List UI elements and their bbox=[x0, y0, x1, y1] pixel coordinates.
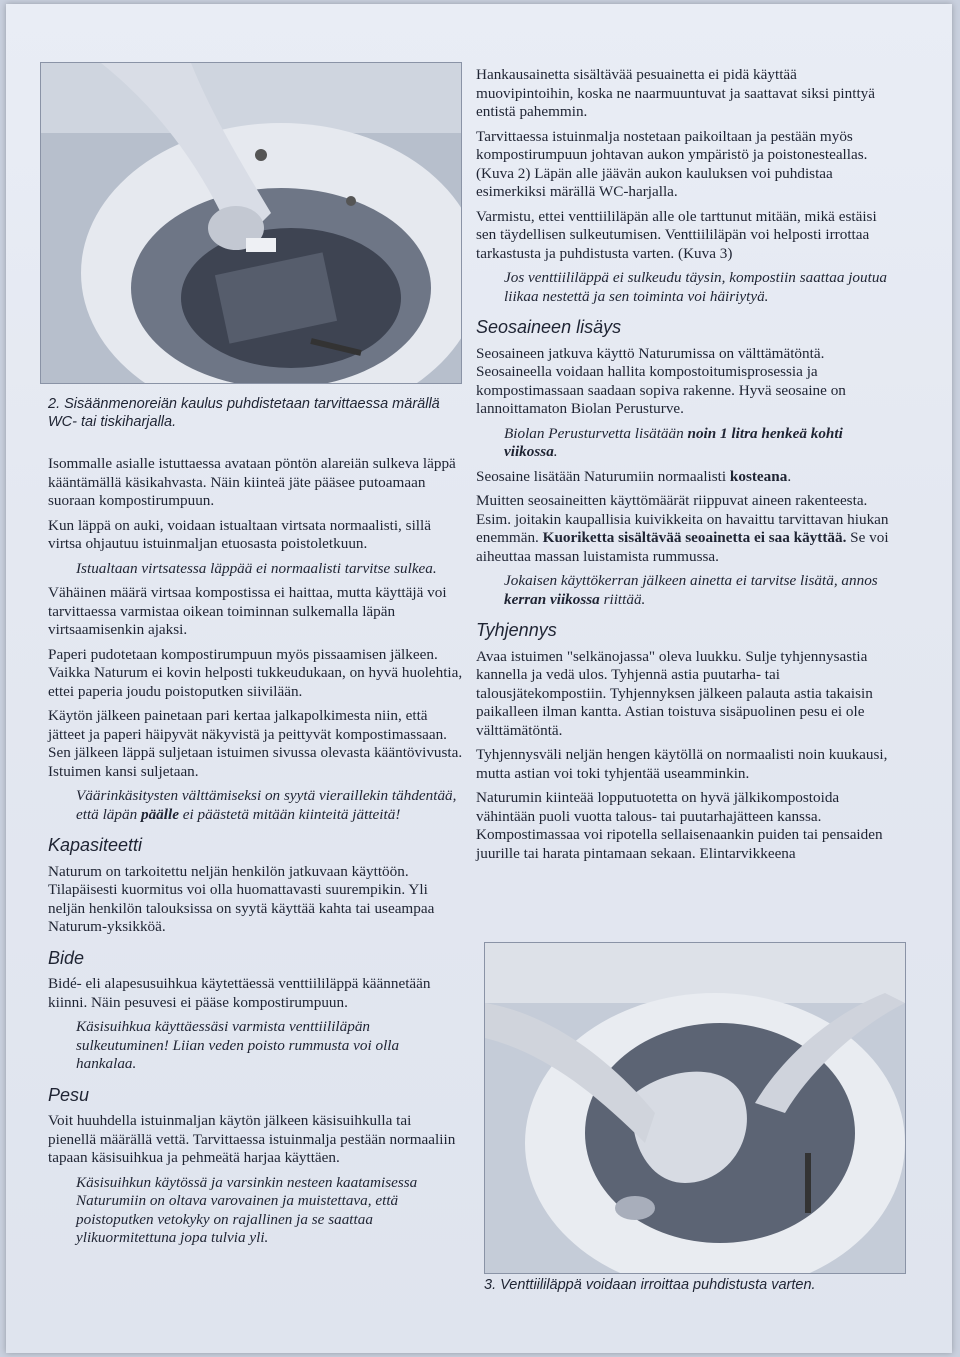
right-paragraph-1: Hankausainetta sisältävää pesuainetta ei pidä käyttää muovipintoihin, koska ne naarmuuntuvat ja saattavat siksi pinttyä entistä pahemmin. bbox=[476, 66, 876, 120]
right-paragraph-6 bbox=[476, 492, 896, 566]
heading-bide: Bide bbox=[48, 947, 85, 968]
left-paragraph-4: Paperi pudotetaan kompostirumpuun myös pissaamisen jälkeen. Vaikka Naturum ei kovin helposti tukkeudukaan, on hyvä huolehtia, ettei paperia joudu poistoputken siivilään. bbox=[48, 645, 463, 700]
photo-cleaning-collar bbox=[40, 62, 462, 384]
p6-text-c: Se voi aiheuttaa massan luistamista rummussa. bbox=[476, 529, 889, 565]
right-paragraph-2: Tarvittaessa istuinmalja nostetaan paikoiltaan ja pestään myös kompostirumpuun johtavan aukon ympäristö ja poistonesteallas. (Kuva 2) Läpän alle jäävän aukon kauluksen voi puhdistaa esimerkiksi märällä WC-harjalla. bbox=[476, 127, 868, 200]
rnote2-text-c: . bbox=[553, 443, 558, 460]
heading-pesu: Pesu bbox=[48, 1084, 90, 1105]
right-paragraph-4: Seosaineen jatkuva käyttö Naturumissa on välttämätöntä. Seosaineella voidaan hallita kompostoitumisprosessia ja kompostimassaan saadaan sopiva rakenne. Hyvä seosaine on lannoittamaton Biolan Perusturve. bbox=[476, 344, 846, 417]
left-note-4: Käsisuihkun käytössä ja varsinkin nesteen kaatamisessa Naturumiin on oltava varovainen ja muistettava, että poistoputken vetokyky on rajallinen ja se saattaa ylikuormitettuna jopa tulvia yli. bbox=[76, 1173, 418, 1246]
rnote2-text-a: Biolan Perusturvetta lisätään bbox=[504, 424, 688, 442]
p5-text-c: . bbox=[787, 467, 792, 485]
right-note-1: Jos venttiililäppä ei sulkeudu täysin, kompostiin saattaa joutua liikaa nestettä ja sen toiminta voi häiriytyä. bbox=[504, 269, 888, 305]
right-note-2 bbox=[476, 425, 896, 462]
left-paragraph-7: Bidé- eli alapesusuihkua käytettäessä venttiililäppä käännetään kiinni. Näin pesuvesi ei pääse kompostirumpuun. bbox=[48, 975, 431, 1011]
right-note-3 bbox=[476, 572, 896, 609]
p6-text-a: Muitten seosaineitten käyttömäärät riippuvat aineen rakenteesta. Esim. joitakin kaupallisia kuivikkeita on havaittu tarvittavan hiukan enemmän. bbox=[476, 492, 889, 546]
note2-text-c: ei päästetä mitään kiinteitä jätteitä! bbox=[178, 805, 401, 823]
right-paragraph-7: Avaa istuimen "selkänojassa" oleva luukku. Sulje tyhjennysastia kannella ja vedä ulos. Tyhjennä astia puutarha- tai talousjätekompostiin. Tyhjennyksen jälkeen palauta astia takaisin paikalleen ilman kantta. Astian toistuva sisäpuolinen pesu ei ole välttämätöntä. bbox=[476, 647, 873, 739]
p6-bold: Kuoriketta sisältävää seoainetta ei saa käyttää. bbox=[542, 529, 847, 546]
p5-bold: kosteana bbox=[729, 467, 788, 485]
note2-bold: päälle bbox=[140, 805, 179, 823]
left-paragraph-5: Käytön jälkeen painetaan pari kertaa jalkapolkimesta niin, että jätteet ja paperi häipyvät näkyvistä ja peittyvät kompostimassaan. Sen jälkeen läppä suljetaan istuimen sivussa olevasta kääntövivusta. Istuimen kansi suljetaan. bbox=[48, 707, 463, 780]
left-paragraph-2: Kun läppä on auki, voidaan istualtaan virtsata normaalisti, sillä virtsa ohjautuu istuinmaljan etuosasta poistoletkuun. bbox=[48, 516, 431, 552]
photo-valve-removal bbox=[484, 942, 906, 1274]
heading-kapasiteetti: Kapasiteetti bbox=[48, 835, 143, 855]
rnote3-text-c: riittää. bbox=[599, 590, 646, 608]
left-paragraph-6: Naturum on tarkoitettu neljän henkilön jatkuvaan käyttöön. Tilapäisesti kuormitus voi olla huomattavasti suurempikin. Yli neljän henkilön talouksissa on syytä käyttää kahta tai useampaa Naturum-yksikköä. bbox=[48, 862, 435, 935]
left-paragraph-3: Vähäinen määrä virtsaa kompostissa ei haittaa, mutta käyttäjä voi tarvittaessa varmistaa oikean toiminnan sulkemalla läpän virtsaamisenkin ajaksi. bbox=[48, 584, 447, 638]
rnote3-bold: kerran viikossa bbox=[504, 590, 600, 608]
photo2-caption: 3. Venttiililäppä voidaan irroittaa puhdistusta varten. bbox=[484, 1277, 816, 1293]
left-paragraph-8: Voit huuhdella istuinmaljan käytön jälkeen käsisuihkulla tai pienellä määrällä vettä. Tarvittaessa istuinmalja pestään normaaliin tapaan käsisuihkua ja pehmeätä harjaa käyttäen. bbox=[48, 1112, 456, 1166]
rnote2-bold: noin 1 litra henkeä kohti viikossa bbox=[504, 424, 843, 460]
p5-text-a: Seosaine lisätään Naturumiin normaalisti bbox=[476, 467, 730, 485]
left-note-2 bbox=[48, 787, 463, 824]
rnote3-text-a: Jokaisen käyttökerran jälkeen ainetta ei tarvitse lisätä, annos bbox=[504, 572, 878, 589]
right-paragraph-5 bbox=[476, 468, 896, 487]
note2-text-a: Väärinkäsitysten välttämiseksi on syytä vieraillekin tähdentää, että läpän bbox=[76, 787, 457, 823]
left-note-3: Käsisuihkua käyttäessäsi varmista venttiililäpän sulkeutuminen! Liian veden poisto rummusta voi olla hankalaa. bbox=[76, 1018, 400, 1072]
right-paragraph-9: Naturumin kiinteää lopputuotetta on hyvä jälkikompostoida vähintään puoli vuotta talous- tai puutarhajätteen kanssa. Kompostimassaa voi ripotella sellaisenaankin puiden tai pensaiden juurille tai harata pintamaan sekaan. Elintarvikkeena bbox=[476, 789, 883, 862]
heading-seosaine: Seosaineen lisäys bbox=[476, 317, 622, 337]
left-paragraph-1: Isommalle asialle istuttaessa avataan pöntön alareiän sulkeva läppä kääntämällä käsikahvasta. Näin kiinteä jäte pääsee putoamaan suoraan kompostirumpuun. bbox=[48, 455, 456, 509]
right-paragraph-3: Varmistu, ettei venttiililäpän alle ole tarttunut mitään, mikä estäisi sen täydellisen sulkeutumisen. Venttiililäpän voi helposti irrottaa tarkastusta ja puhdistusta varten. (Kuva 3) bbox=[476, 207, 877, 262]
photo1-caption: 2. Sisäänmenoreiän kaulus puhdistetaan tarvittaessa märällä WC- tai tiskiharjalla. bbox=[48, 396, 440, 430]
heading-tyhjennys: Tyhjennys bbox=[476, 620, 557, 640]
right-paragraph-8: Tyhjennysväli neljän hengen käytöllä on normaalisti noin kuukausi, mutta astian voi toki tyhjentää useamminkin. bbox=[476, 746, 888, 782]
left-note-1: Istualtaan virtsatessa läppää ei normaalisti tarvitse sulkea. bbox=[76, 559, 437, 577]
right-column bbox=[476, 66, 896, 869]
left-column bbox=[48, 455, 463, 1254]
